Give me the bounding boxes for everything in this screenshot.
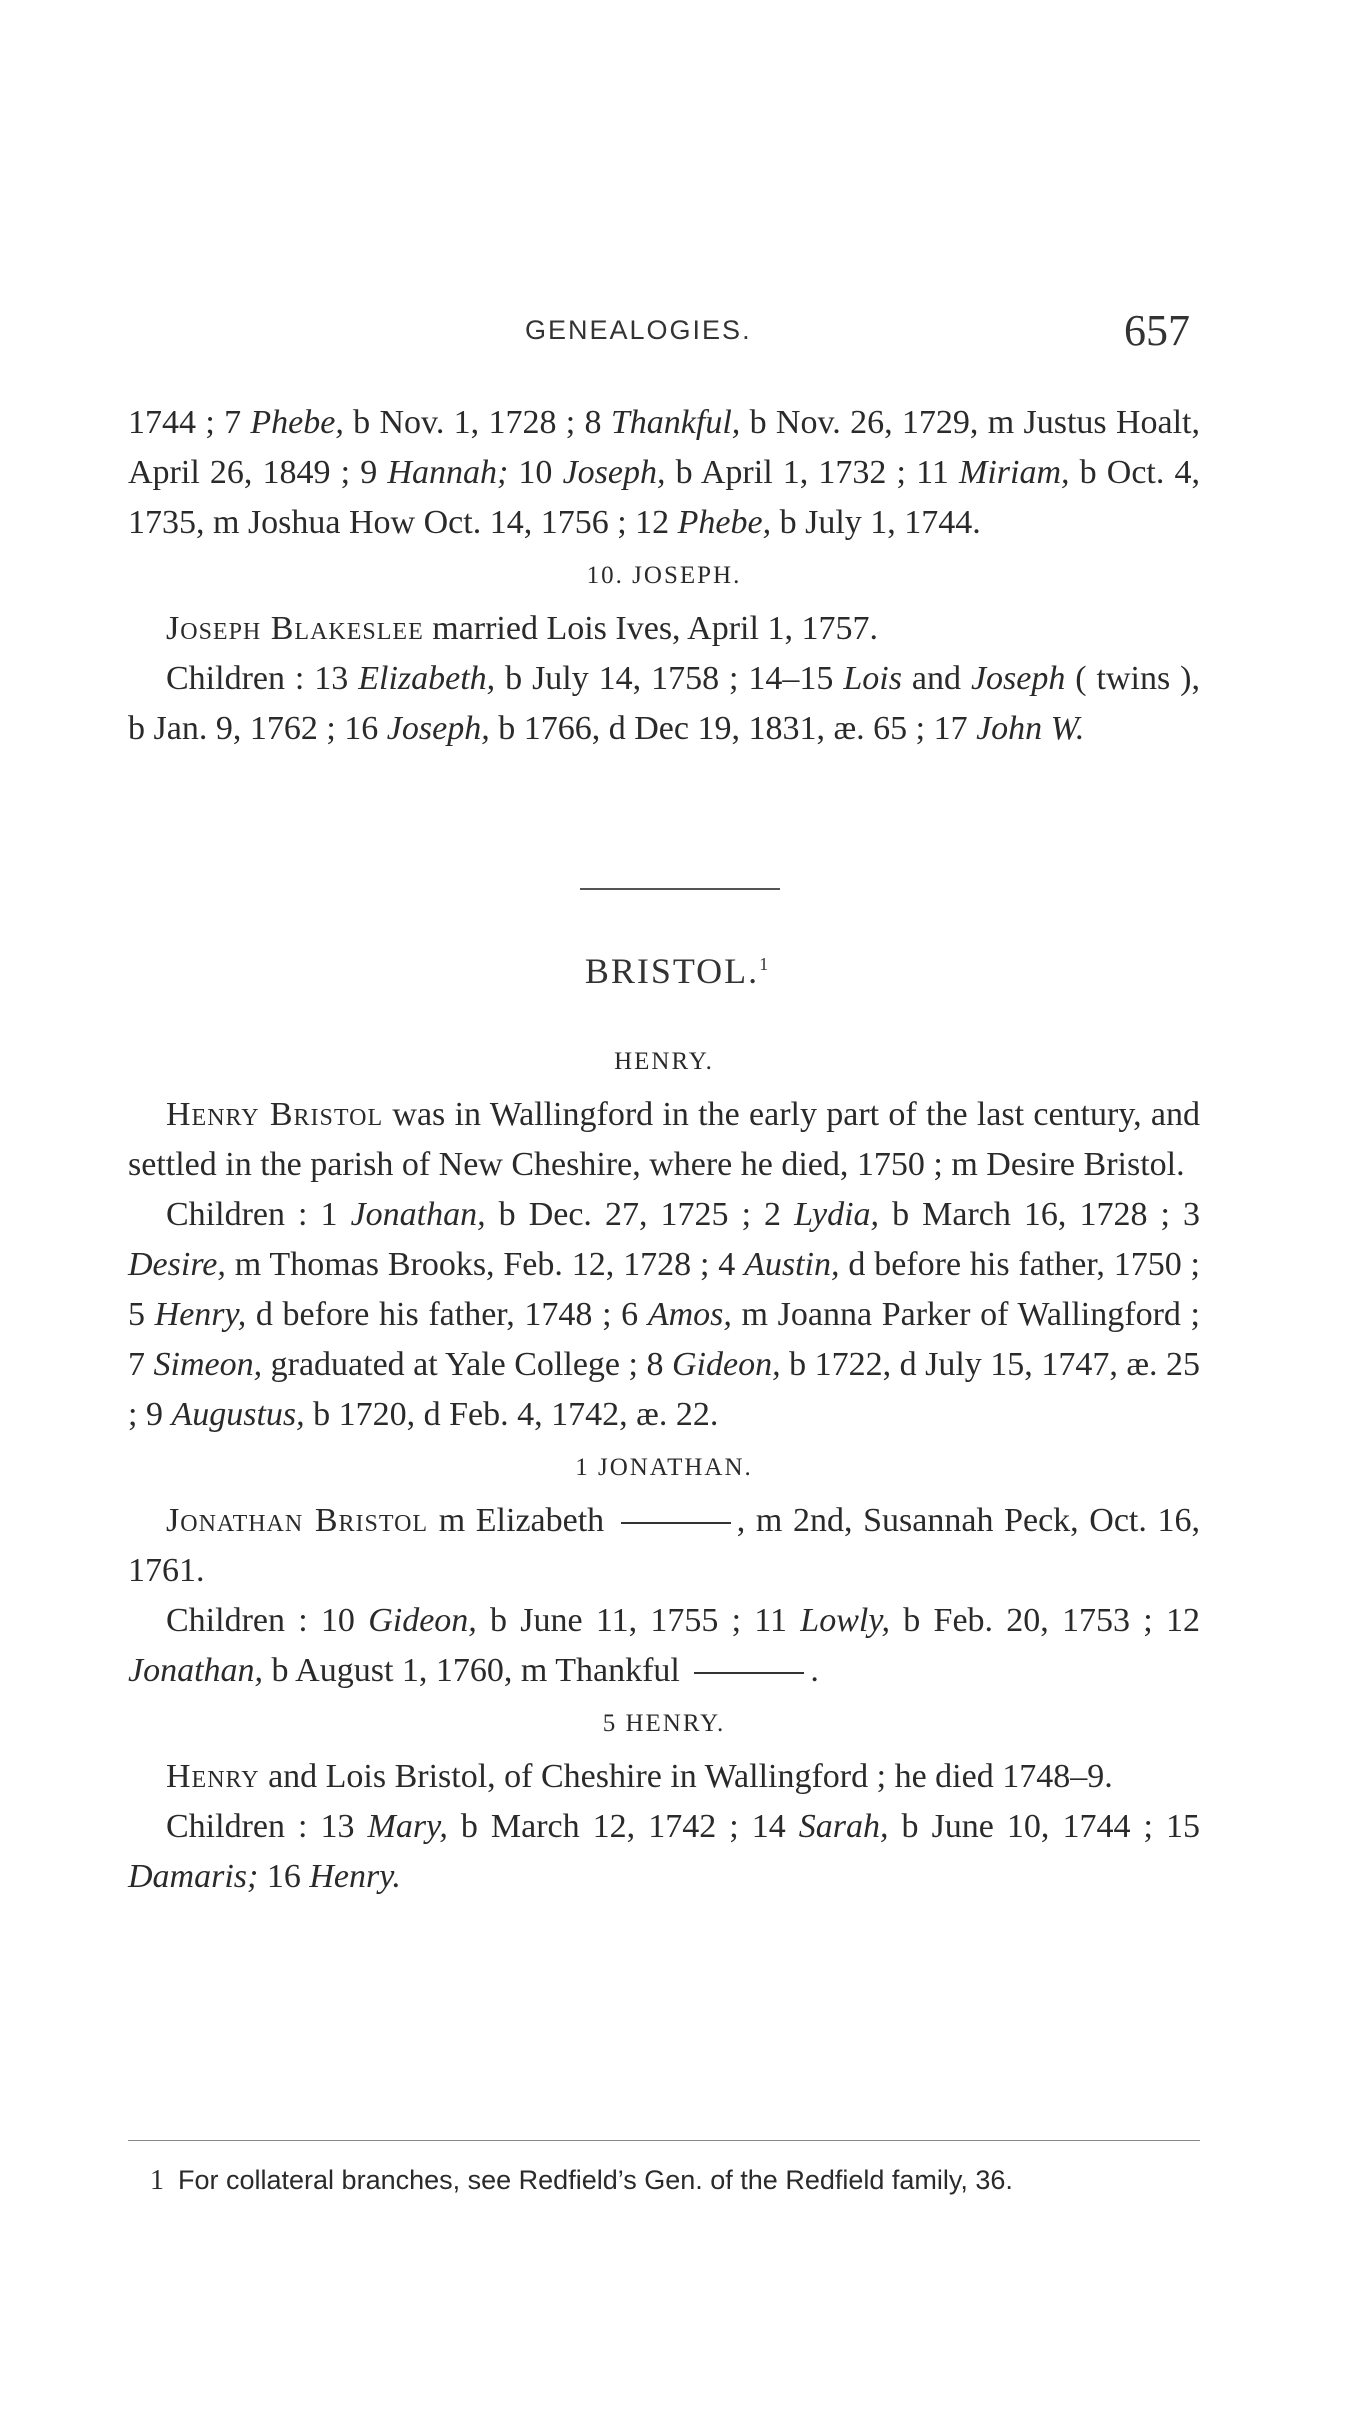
heading-henry: HENRY.: [614, 1048, 714, 1075]
running-title: GENEALOGIES.: [525, 315, 752, 345]
section-title-bristol: BRISTOL.$^1$: [584, 951, 771, 991]
paragraph-henry-children: Children : 1 Jonathan, b Dec. 27, 1725 ; 2 Lydia, b March 16, 1728 ; 3 Desire, m Thomas Brooks, Feb. 12, 1728 ; 4 Austin, d before his father, 1750 ; 5 Henry, d before his father, 1748 ; 6 Amos, m Joanna Parker of Wallingford ; 7 Simeon, graduated at Yale College ; 8 Gideon, b 1722, d July 15, 1747, æ. 25 ; 9 Augustus, b 1720, d Feb. 4, 1742, æ. 22.: [128, 1196, 1201, 1433]
footnote-text: For collateral branches, see Redfield’s Gen. of the Redfield family, 36.: [178, 2165, 1013, 2195]
page-number: 657: [1124, 306, 1190, 355]
paragraph-jonathan-children: Children : 10 Gideon, b June 11, 1755 ; 11 Lowly, b Feb. 20, 1753 ; 12 Jonathan, b August 1, 1760, m Thankful .: [128, 1602, 1200, 1689]
paragraph-joseph-children: Children : 13 Elizabeth, b July 14, 1758 ; 14–15 Lois and Joseph ( twins ), b Jan. 9, 1762 ; 16 Joseph, b 1766, d Dec 19, 1831, æ. 65 ; 17 John W.: [128, 660, 1200, 747]
footnote-rule: [128, 2140, 1200, 2141]
paragraph-joseph-blakeslee: Joseph Blakeslee married Lois Ives, April 1, 1757.: [166, 610, 878, 647]
paragraph-henry-lois-children: Children : 13 Mary, b March 12, 1742 ; 14 Sarah, b June 10, 1744 ; 15 Damaris; 16 Henry.: [128, 1808, 1200, 1895]
text-block-top: [128, 398, 1200, 754]
text-block-bristol: [128, 1034, 1200, 1902]
heading-henry-5: 5 HENRY.: [602, 1710, 726, 1737]
section-divider: [580, 888, 780, 890]
footnote-number: 1: [150, 2165, 164, 2196]
blank-dash: [621, 1522, 731, 1524]
heading-joseph: 10. JOSEPH.: [586, 562, 742, 589]
paragraph-phebe-continued: 1744 ; 7 Phebe, b Nov. 1, 1728 ; 8 Thankful, b Nov. 26, 1729, m Justus Hoalt, April 26, 1849 ; 9 Hannah; 10 Joseph, b April 1, 1732 ; 11 Miriam, b Oct. 4, 1735, m Joshua How Oct. 14, 1756 ; 12 Phebe, b July 1, 1744.: [128, 404, 1201, 541]
footnote: [150, 2160, 1200, 2201]
paragraph-henry-bristol: Henry Bristol was in Wallingford in the early part of the last century, and settled in the parish of New Cheshire, where he died, 1750 ; m Desire Bristol.: [128, 1096, 1200, 1183]
paragraph-henry-and-lois: Henry and Lois Bristol, of Cheshire in Wallingford ; he died 1748–9.: [166, 1758, 1113, 1795]
heading-jonathan: 1 JONATHAN.: [575, 1454, 753, 1481]
blank-dash: [694, 1672, 804, 1674]
footnote-marker: 1: [759, 954, 771, 974]
paragraph-jonathan-bristol: Jonathan Bristol m Elizabeth , m 2nd, Susannah Peck, Oct. 16, 1761.: [128, 1502, 1200, 1589]
running-head: [0, 305, 1355, 375]
